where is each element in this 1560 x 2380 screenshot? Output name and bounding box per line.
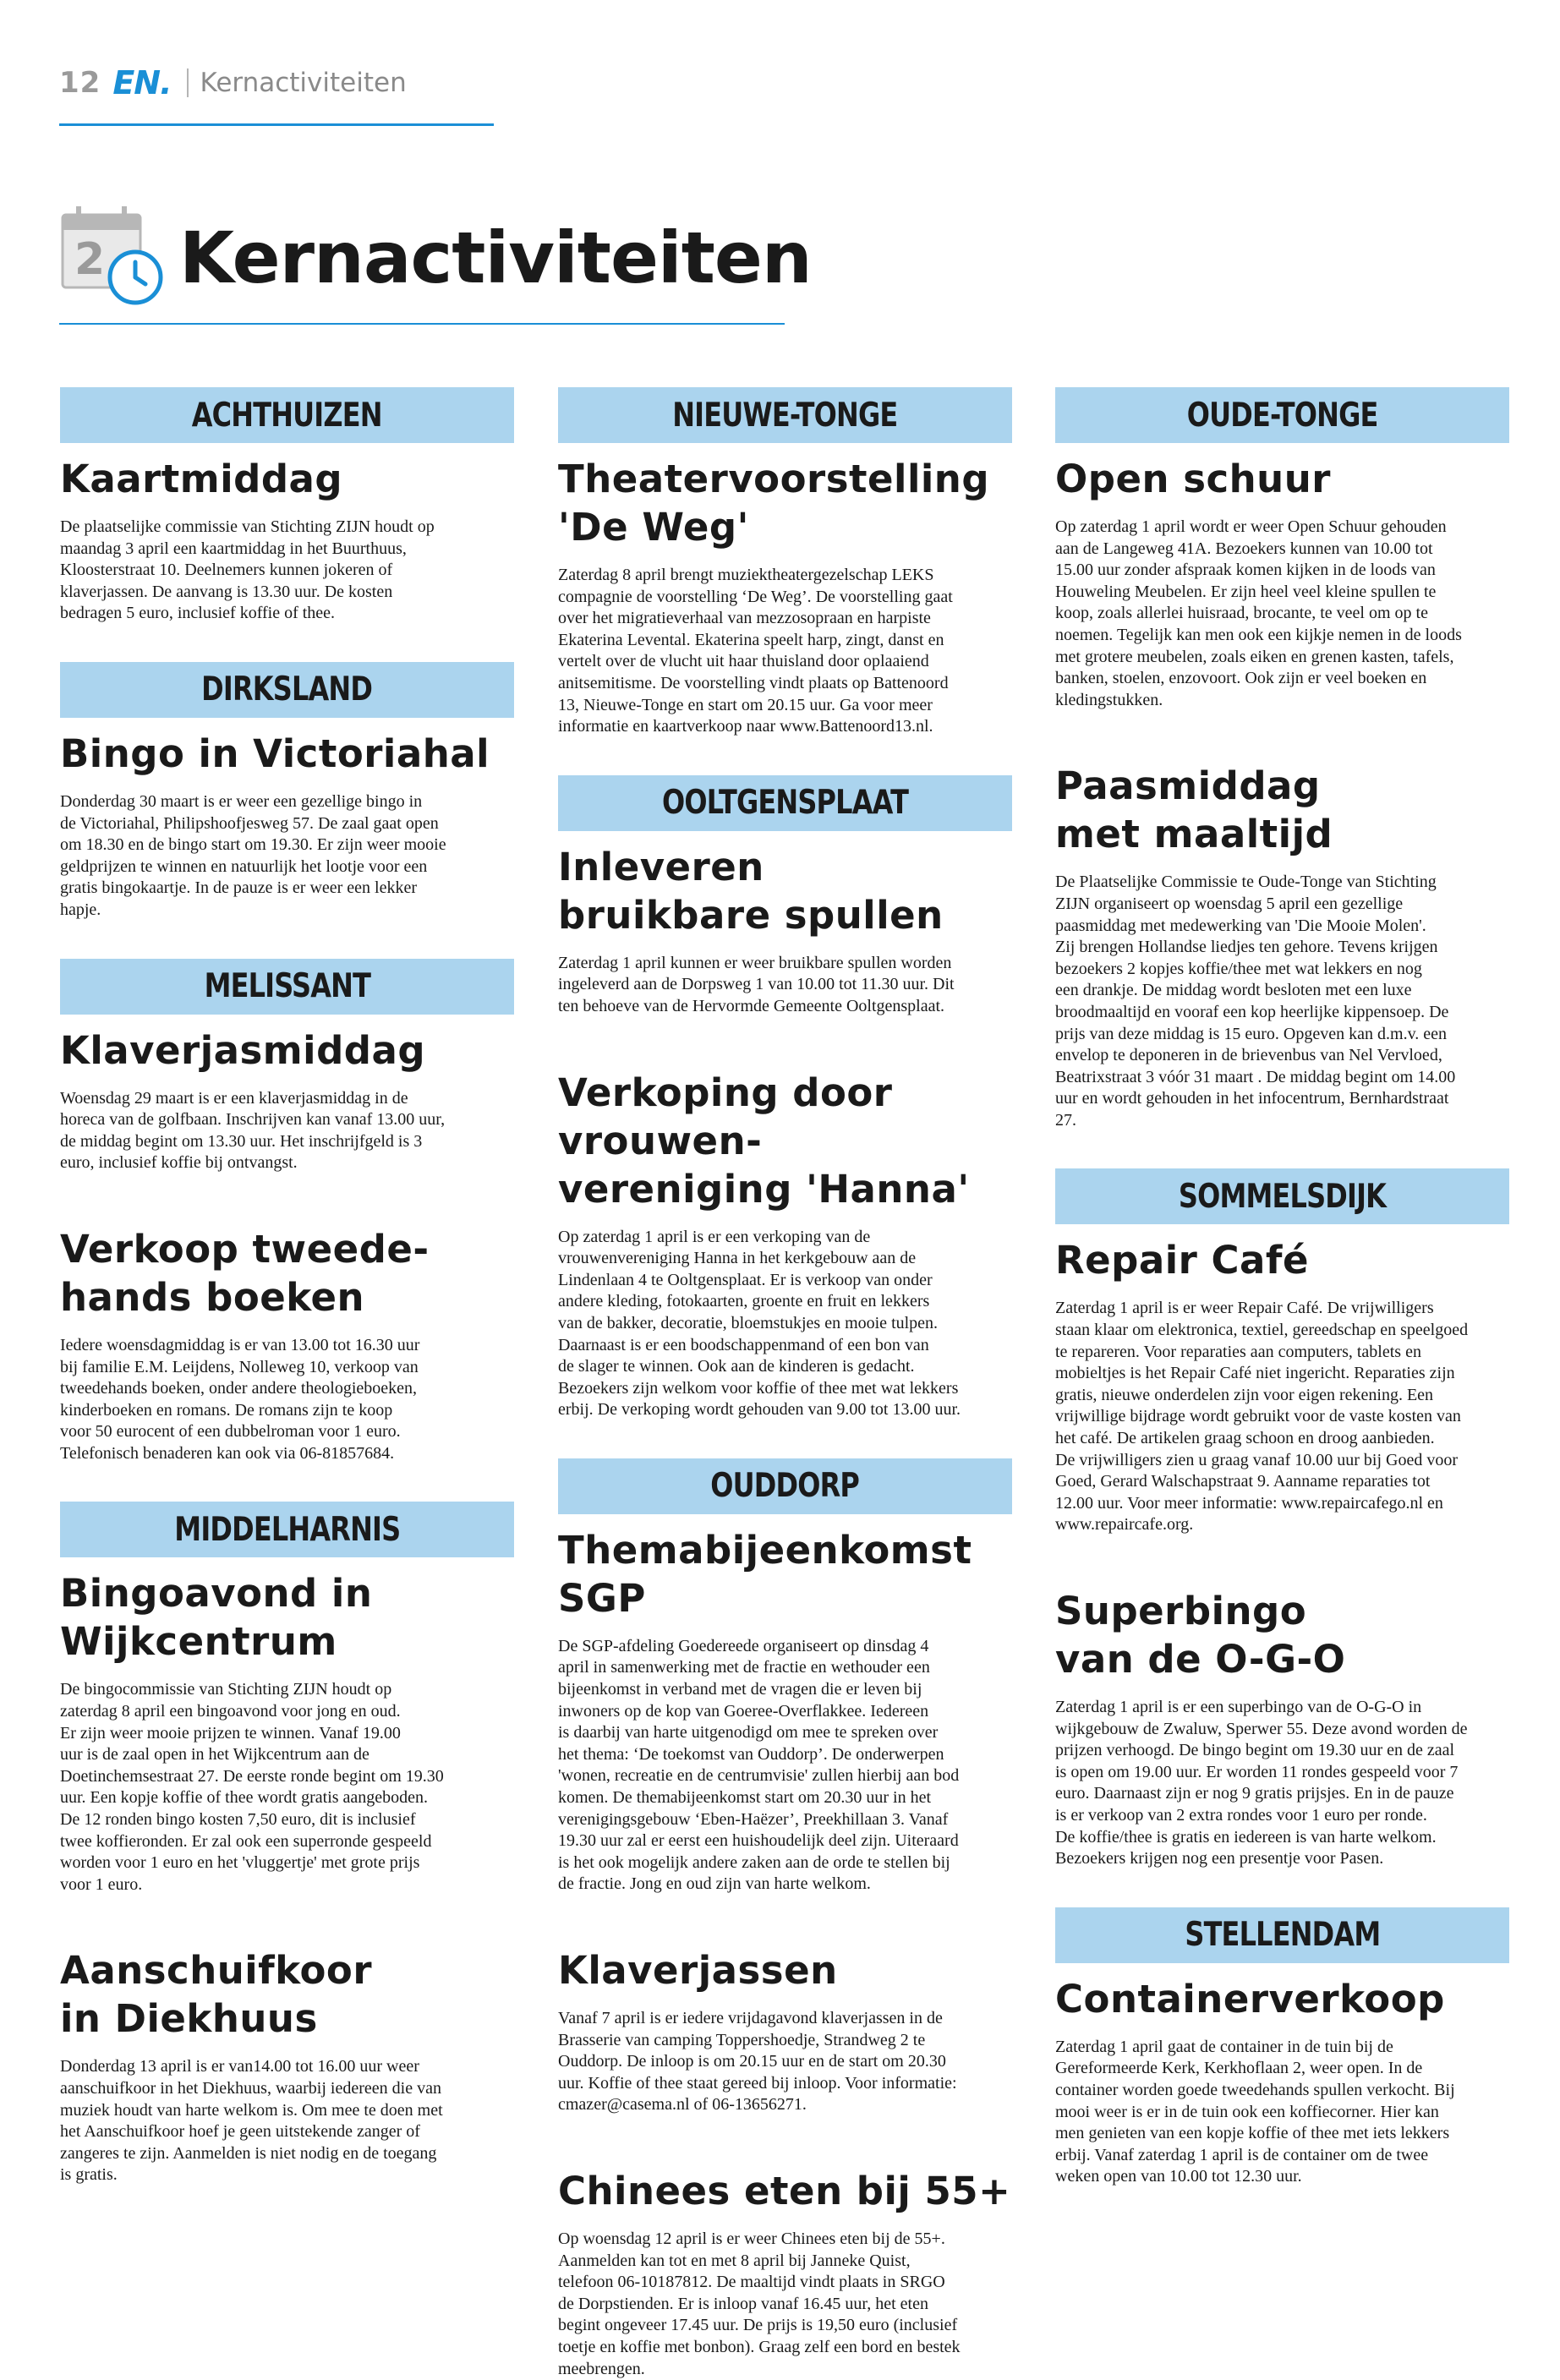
title-block <box>59 203 812 313</box>
article-body: Zaterdag 1 april is er weer Repair Café. De vrijwilligers staan klaar om elektronica, textiel, gereedschap en speelgoed te repareren. Voor reparaties aan computers, tablets en mobieltjes is het Repair Café niet ingericht. Reparaties zijn gratis, nieuwe onderdelen zijn voor eigen rekening. Een vrijwillige bijdrage wordt gebruikt voor de vaste kosten van het café. De artikelen graag schoon en droog aanbieden. De vrijwilligers zien u graag vanaf 10.00 uur bij Goed voor Goed, Gerard Walschapstraat 9. Aanname reparaties tot 12.00 uur. Voor meer informatie: www.repaircafego.nl en www.repaircafe.org. <box>1055 1299 1469 1535</box>
article-heading: Kaartmiddag <box>60 457 343 501</box>
section-gap <box>60 922 514 959</box>
article-body: De plaatselijke commissie van Stichting ZIJN houdt op maandag 3 april een kaartmiddag in het Buurthuus, Kloosterstraat 10. Deelnemers kunnen jokeren of klaverjassen. De aanvang is 13.30 uur. De kosten bedragen 5 euro, inclusief koffie of thee. <box>60 517 435 623</box>
section-gap <box>558 1421 1012 1458</box>
article-heading: Paasmiddag met maaltijd <box>1055 763 1333 857</box>
column-3 <box>1055 387 1509 2188</box>
article-heading: Chinees eten bij 55+ <box>558 2168 1011 2213</box>
column-2 <box>558 387 1012 2380</box>
article-gap <box>60 1896 514 1934</box>
place-banner <box>558 775 1012 831</box>
article-body: De SGP-afdeling Goedereede organiseert op dinsdag 4 april in samenwerking met de fractie en wethouder een bijeenkomst in verband met de vragen die er leven bij inwoners op de kop van Goeree-Overflakkee. Iedereen is daarbij van harte uitgenodigd om mee te spreken over het thema: ‘De toekomst van Ouddorp’. De onderwerpen 'wonen, recreatie en de centrumvisie' zullen hierbij aan bod komen. De themabijeenkomst start om 20.30 uur in het verenigingsgebouw ‘Eben-Haëzer’, Preekhillaan 3. Vanaf 19.30 uur zal er eerst een huishoudelijk deel zijn. Uiteraard is het ook mogelijk andere zaken aan de orde te stellen bij de fractie. Jong en oud zijn van harte welkom. <box>558 1636 960 1894</box>
place-banner <box>60 1502 514 1557</box>
section-gap <box>60 1464 514 1502</box>
place-banner <box>1055 387 1509 443</box>
page-title: Kernactiviteiten <box>179 216 812 299</box>
place-name: MIDDELHARNIS <box>173 1510 401 1549</box>
section-gap <box>60 625 514 662</box>
article-body: Op zaterdag 1 april is er een verkoping van de vrouwenvereniging Hanna in het kerkgebouw aan de Lindenlaan 4 te Ooltgensplaat. Er is verkoop van onder andere kleding, fotokaarten, groente en fruit en lekkers van de bakker, decoratie, bloemstukjes en mooie tulpen. Daarnaast is er een boodschappenmand of een bon van de slager te winnen. Ook aan de kinderen is gedacht. Bezoekers zijn welkom voor koffie of thee met wat lekkers erbij. De verkoping wordt gehouden van 9.00 tot 13.00 uur. <box>558 1227 961 1420</box>
article-heading: Repair Café <box>1055 1238 1310 1283</box>
article-heading: Themabijeenkomst SGP <box>558 1527 972 1621</box>
article-body: Zaterdag 1 april is er een superbingo van de O-G-O in wijkgebouw de Zwaluw, Sperwer 55. Deze avond worden de prijzen verhoogd. De bingo begint om 19.30 uur en de zaal is open om 19.00 uur. Er worden 11 rondes gespeeld voor 7 euro. Daarnaast zijn er nog 9 gratis prijsjes. En in de pauze is er verkoop van 2 extra rondes voor 1 euro per ronde. De koffie/thee is gratis en iedereen is van harte welkom. Bezoekers krijgen nog een presentje voor Pasen. <box>1055 1698 1468 1868</box>
place-banner <box>1055 1907 1509 1963</box>
article-heading: Superbingo van de O-G-O <box>1055 1589 1346 1682</box>
article-heading: Aanschuifkoor in Diekhuus <box>60 1948 373 2042</box>
place-banner <box>558 387 1012 443</box>
page-number: 12 <box>59 66 101 100</box>
place-name: DIRKSLAND <box>201 670 373 709</box>
article-body: Zaterdag 1 april kunnen er weer bruikbare spullen worden ingeleverd aan de Dorpsweg 1 van 10.00 tot 11.30 uur. Dit ten behoeve van de Hervormde Gemeente Ooltgensplaat. <box>558 953 955 1015</box>
article-body: Donderdag 30 maart is er weer een gezellige bingo in de Victoriahal, Philipshoofjesweg 57. De zaal gaat open om 18.30 en de bingo start om 19.30. Er zijn weer mooie geldprijzen te winnen en natuurlijk het lootje voor een gratis bingokaartje. In de pauze is er weer een lekker hapje. <box>60 791 446 919</box>
article-body: De Plaatselijke Commissie te Oude-Tonge van Stichting ZIJN organiseert op woensdag 5 april een gezellige paasmiddag met medewerking van 'Die Mooie Molen'. Zij brengen Hollandse liedjes ten gehore. Tevens krijgen bezoekers 2 kopjes koffie/thee met wat lekkers en nog een drankje. De middag wordt besloten met een luxe broodmaaltijd en vooraf een kop heerlijke kippensoep. De prijs van deze middag is 15 euro. Opgeven kan d.m.v. een envelop te deponeren in de brievenbus van Nel Vervloed, Beatrixstraat 3 vóór 31 maart . De middag begint om 14.00 uur en wordt gehouden in het infocentrum, Bernhardstraat 27. <box>1055 873 1456 1130</box>
article-gap <box>558 2116 1012 2155</box>
article-gap <box>558 1896 1012 1934</box>
column-1 <box>60 387 514 2186</box>
article-body: Woensdag 29 maart is er een klaverjasmiddag in de horeca van de golfbaan. Inschrijven kan vanaf 13.00 uur, de middag begint om 13.30 uur. Het inschrijfgeld is 3 euro, inclusief koffie bij ontvangst. <box>60 1088 446 1173</box>
place-banner <box>60 959 514 1015</box>
article-gap <box>1055 1536 1509 1575</box>
calendar-digit: 2 <box>74 234 106 285</box>
place-name: ACHTHUIZEN <box>191 396 383 435</box>
article-body: Zaterdag 8 april brengt muziektheatergezelschap LEKS compagnie de voorstelling ‘De Weg’. De voorstelling gaat over het migratieverhaal van mezzosopraan en harpiste Ekaterina Levental. Ekaterina speelt harp, zingt, danst en vertelt over de vlucht uit haar thuisland door oplaaiend anitsemitisme. De voorstelling vindt plaats op Battenoord 13, Nieuwe-Tonge en start om 20.15 uur. Ga voor meer informatie en kaartverkoop naar www.Battenoord13.nl. <box>558 566 953 736</box>
place-name: OUDDORP <box>710 1467 860 1506</box>
section-gap <box>1055 1131 1509 1168</box>
calendar-clock-icon <box>59 203 169 313</box>
article-body: Vanaf 7 april is er iedere vrijdagavond klaverjassen in de Brasserie van camping Toppershoedje, Strandweg 2 te Ouddorp. De inloop is om 20.15 uur en de start om 20.30 uur. Koffie of thee staat gereed bij inloop. Voor informatie: cmazer@casema.nl of 06-13656271. <box>558 2009 957 2115</box>
article-body: Zaterdag 1 april gaat de container in de tuin bij de Gereformeerde Kerk, Kerkhoflaan 2, weer open. In de container worden goede tweedehands spullen verkocht. Bij mooi weer is er in de tuin ook een koffiecorner. Hier kan men genieten van een kopje koffie of thee met iets lekkers erbij. Vanaf zaterdag 1 april is de container om de twee weken open van 10.00 tot 12.30 uur. <box>1055 2037 1455 2186</box>
article-body: Op woensdag 12 april is er weer Chinees eten bij de 55+. Aanmelden kan tot en met 8 april bij Janneke Quist, telefoon 06-10187812. De maaltijd vindt plaats in SRGO de Dorpstienden. Er is inloop vanaf 16.45 uur, het eten begint ongeveer 17.45 uur. De prijs is 19,50 euro (inclusief toetje en koffie met bonbon). Graag zelf een bord en bestek meebrengen. <box>558 2229 961 2378</box>
article-gap <box>1055 711 1509 750</box>
section-label: Kernactiviteiten <box>200 68 407 98</box>
article-heading: Theatervoorstelling 'De Weg' <box>558 457 990 550</box>
article-body: Iedere woensdagmiddag is er van 13.00 tot 16.30 uur bij familie E.M. Leijdens, Nolleweg 10, verkoop van tweedehands boeken, onder andere theologieboeken, kinderboeken en romans. De romans zijn te koop voor 50 eurocent of een dubbelroman voor 1 euro. Telefonisch benaderen kan ook via 06-81857684. <box>60 1335 420 1463</box>
place-name: STELLENDAM <box>1185 1916 1380 1955</box>
article-heading: Containerverkoop <box>1055 1976 1445 2022</box>
article-body: Donderdag 13 april is er van14.00 tot 16.00 uur weer aanschuifkoor in het Diekhuus, waarbij iedereen die van muziek houdt van harte welkom is. Om mee te doen met het Aanschuifkoor hoef je geen uitstekende zanger of zangeres te zijn. Aanmelden is niet nodig en de toegang is gratis. <box>60 2057 443 2185</box>
place-banner <box>60 662 514 718</box>
place-banner <box>1055 1168 1509 1224</box>
article-heading: Verkoop tweede- hands boeken <box>60 1226 430 1320</box>
place-banner <box>60 387 514 443</box>
article-heading: Inleveren bruikbare spullen <box>558 844 944 938</box>
page-header <box>59 66 407 100</box>
newspaper-logo: EN. <box>112 64 172 101</box>
article-heading: Bingo in Victoriahal <box>60 730 490 776</box>
title-rule <box>59 323 785 325</box>
article-body: De bingocommissie van Stichting ZIJN houdt op zaterdag 8 april een bingoavond voor jong en oud. Er zijn weer mooie prijzen te winnen. Vanaf 19.00 uur is de zaal open in het Wijkcentrum aan de Doetinchemsestraat 27. De eerste ronde begint om 19.30 uur. Een kopje koffie of thee wordt gratis aangeboden. De 12 ronden bingo kosten 7,50 euro, dit is inclusief twee koffieronden. Er zal ook een superronde gespeeld worden voor 1 euro en het 'vluggertje' met grote prijs voor 1 euro. <box>60 1680 444 1894</box>
article-heading: Open schuur <box>1055 457 1331 501</box>
article-body: Op zaterdag 1 april wordt er weer Open Schuur gehouden aan de Langeweg 41A. Bezoekers kunnen van 10.00 tot 15.00 uur zonder afspraak komen kijken in de loods van Houweling Meubelen. Er zijn heel veel kleine spullen te koop, zoals allerlei huisraad, brocante, te veel om op te noemen. Tegelijk kan men ook een kijkje nemen in de loods met grotere meubelen, zoals eiken en grenen kasten, tafels, banken, stoelen, enzovoort. Ook zijn er veel boeken en kledingstukken. <box>1055 517 1462 709</box>
article-gap <box>558 1018 1012 1057</box>
section-gap <box>558 738 1012 775</box>
article-heading: Klaverjassen <box>558 1948 838 1993</box>
place-name: OUDE-TONGE <box>1186 396 1378 435</box>
article-heading: Klaverjasmiddag <box>60 1027 426 1073</box>
header-rule <box>59 123 494 126</box>
place-name: OOLTGENSPLAAT <box>661 784 909 823</box>
place-banner <box>558 1458 1012 1514</box>
place-name: SOMMELSDIJK <box>1178 1177 1387 1216</box>
place-name: NIEUWE-TONGE <box>672 396 898 435</box>
header-divider <box>187 68 189 97</box>
article-heading: Verkoping door vrouwen- vereniging 'Hanna' <box>558 1070 970 1212</box>
article-heading: Bingoavond in Wijkcentrum <box>60 1571 373 1665</box>
place-name: MELISSANT <box>204 967 370 1006</box>
article-gap <box>60 1174 514 1213</box>
section-gap <box>1055 1870 1509 1907</box>
